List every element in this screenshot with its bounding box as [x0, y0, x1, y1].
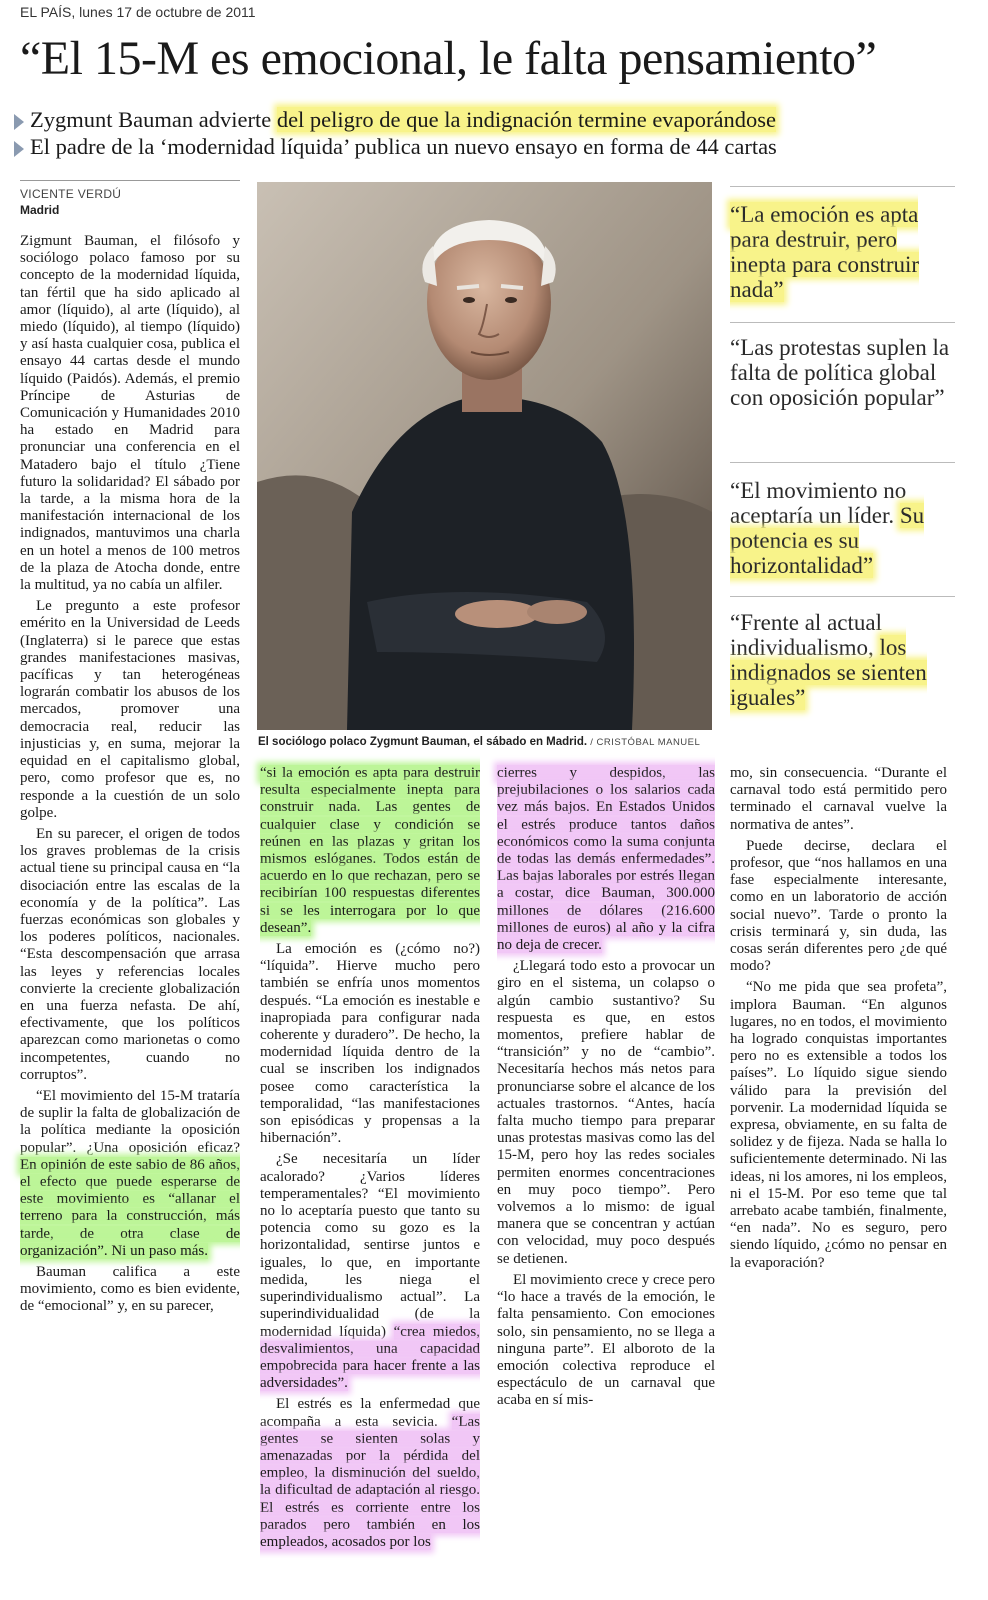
highlighted-text: cierres y despidos, las prejubilaciones o los salarios cada vez más bajos. En Estados Unidos el estrés produce tantos daños económicos como la suma conjunta de todas las demás enfermedades”. Las bajas laborales por estrés llegan a costar, dice Bauman, 300.000 millones de dólares (216.600 millones de euros) al año y la cifra no deja de crecer.: [497, 765, 715, 954]
deck-line-1-text: Zygmunt Bauman advierte: [30, 107, 277, 132]
quote-rule: [730, 462, 955, 463]
paragraph: [260, 1396, 480, 1551]
bullet-triangle-icon: [14, 114, 24, 130]
quote-rule: [730, 186, 955, 187]
paragraph: Zigmunt Bauman, el filósofo y sociólogo polaco famoso por su concepto de la modernidad líquida, tan fértil que ha sido aplicado al amor (líquido), al arte (líquido), al miedo (líquido), al tiempo (líquido) y así hasta cualquier cosa, publica el ensayo 44 cartas desde el mundo líquido (Paidós). Además, el premio Príncipe de Asturias de Comunicación y Humanidades 2010 ha estado en Madrid para pronunciar una conferencia en el Matadero bajo el título ¿Tiene futuro la solidaridad? El sábado por la tarde, a la misma hora de la manifestación internacional de los indignados, mantuvimos una charla en un hotel a menos de 100 metros de la plaza de Atocha donde, entre la multitud, ya no cabía un alfiler.: [20, 233, 240, 594]
deck-line-2-text: El padre de la ‘modernidad líquida’ publica un nuevo ensayo en forma de 44 cartas: [30, 134, 777, 159]
portrait-photo: [257, 182, 712, 730]
pull-quote: [730, 202, 955, 302]
portrait-illustration: [257, 182, 712, 730]
paragraph: [497, 765, 715, 954]
article-column-2: [260, 765, 480, 1555]
deck-line-1-highlight: del peligro de que la indignación termine evaporándose: [276, 107, 777, 132]
paragraph-text: El estrés es la enfermedad que acompaña a esta sevicia.: [260, 1396, 480, 1430]
dateline: EL PAÍS, lunes 17 de octubre de 2011: [20, 4, 256, 20]
quote-rule: [730, 322, 955, 323]
highlighted-text: En opinión de este sabio de 86 años, el efecto que puede esperarse de este movimiento es “allanar el terreno para la construcción, más tarde, de otra clase de organización”. Ni un paso más.: [20, 1156, 240, 1259]
article-column-4: [730, 765, 947, 1276]
caption-text: El sociólogo polaco Zygmunt Bauman, el sábado en Madrid.: [258, 736, 588, 748]
headline: “El 15-M es emocional, le falta pensamiento”: [20, 32, 877, 85]
article-column-3: [497, 765, 715, 1414]
paragraph: mo, sin consecuencia. “Durante el carnaval todo está permitido pero terminado el carnaval vuelve la normativa de antes”.: [730, 765, 947, 833]
paragraph-text: “El movimiento del 15-M trataría de suplir la falta de globalización de la política mediante la oposición popular”. ¿Una oposición eficaz?: [20, 1087, 240, 1156]
deck-line-2: [14, 134, 974, 160]
deck-line-1: [14, 107, 974, 133]
pull-quote: “Las protestas suplen la falta de política global con oposición popular”: [730, 335, 950, 410]
pull-quote-text: “La emoción es apta para destruir, pero inepta para construir nada”: [730, 202, 920, 302]
article-column-1: [20, 233, 240, 1320]
byline-rule: [20, 180, 240, 181]
photo-caption: [258, 736, 718, 748]
paragraph: La emoción es (¿cómo no?) “líquida”. Hierve mucho pero también se enfría unos momentos después. “La emoción es inestable e inapropiada para configurar nada coherente y duradero”. De hecho, la modernidad líquida dentro de la cual se inscriben los indignados posee como característica la temporalidad, “las manifestaciones son episódicas y propensas a la hibernación”.: [260, 941, 480, 1147]
paragraph: “No me pida que sea profeta”, implora Bauman. “En algunos lugares, no en todos, el movimiento ha logrado conquistas importantes pero no es extensible a todos los países”. Lo líquido sigue siendo válido para la previsión del porvenir. La modernidad líquida se expresa, obviamente, en su falta de solidez y de fijeza. Nada se halla lo suficientemente determinado. Ni las ideas, ni los amores, ni los empleos, ni el 15-M. Por eso teme que tal arrebato acabe también, finalmente, “en nada”. No es seguro, pero siendo líquido, ¿cómo no pensar en la evaporación?: [730, 979, 947, 1271]
paragraph-text: ¿Se necesitaría un líder acalorado? ¿Varios líderes temperamentales? “El movimiento no lo aceptaría puesto que tanto su potencia como su gozo es la horizontalidad, sentirse juntos e iguales, lo que, en importante medida, les niega el superindividualismo actual”. La superindividualidad (de la modernidad líquida): [260, 1151, 480, 1340]
pull-quote-highlight: Su potencia es su horizontalidad”: [730, 503, 925, 578]
pull-quote: [730, 610, 955, 710]
byline-place: Madrid: [20, 203, 60, 217]
paragraph: [260, 765, 480, 937]
quote-rule: [730, 596, 955, 597]
highlighted-text: “si la emoción es apta para destruir resulta especialmente inepta para construir nada. Las gentes de cualquier clase y condición se reúnen en las plazas y gritan los mismos eslóganes. Todos están de acuerdo en lo que rechazan, pero se recibirían 100 respuestas diferentes si se les interrogara por lo que desean”.: [260, 765, 480, 936]
paragraph: Le pregunto a este profesor emérito en la Universidad de Leeds (Inglaterra) si le parece que estas grandes manifestaciones masivas, pacíficas y tan heterogéneas lograrán combatir los abusos de los mercados, promover una democracia real, reducir las injusticias y, en suma, mejorar la equidad en el capitalismo global, pero, como profesor que es, no responde a la cuestión de un solo golpe.: [20, 598, 240, 821]
paragraph: ¿Llegará todo esto a provocar un giro en el sistema, un colapso o algún cambio sustantivo? Su respuesta es que, en estos momentos, prefiere hablar de “transición” y no de “cambio”. Necesitaría hechos más netos para pronunciarse sobre el alcance de los actuales trastornos. “Antes, hacía falta mucho tiempo para preparar unas protestas masivas como las del 15-M, pero hoy las redes sociales permiten enormes concentraciones en muy poco tiempo”. Pero volvemos a lo mismo: de igual manera que se concentran y actúan con velocidad, muy poco después se detienen.: [497, 958, 715, 1267]
paragraph: [260, 1151, 480, 1392]
paragraph: [20, 1088, 240, 1260]
pull-quote-highlight: los indignados se sienten iguales”: [730, 635, 927, 710]
paragraph: El movimiento crece y crece pero “lo hace a través de la emoción, le falta pensamiento. Con emociones solo, sin pensamiento, no se llega a ninguna parte”. El alboroto de la emoción colectiva reproduce el espectáculo de un carnaval que acaba en sí mis-: [497, 1271, 715, 1409]
bullet-triangle-icon: [14, 141, 24, 157]
byline-author: VICENTE VERDÚ: [20, 187, 122, 201]
paragraph: Puede decirse, declara el profesor, que “nos hallamos en una fase especialmente interesante, como en un laboratorio de acción social nuevo”. Tarde o pronto la crisis terminará y, sin duda, las cosas serán diferentes pero ¿de qué modo?: [730, 837, 947, 975]
photo-credit: / CRISTÓBAL MANUEL: [590, 737, 701, 748]
pull-quote: [730, 478, 955, 578]
paragraph: En su parecer, el origen de todos los graves problemas de la crisis actual tiene su principal causa en “la disociación entre las escalas de la economía y de la política”. Las fuerzas económicas son globales y los poderes políticos, nacionales. “Esta descompensación que arrasa las leyes y referencias locales convierte la creciente globalización en una fuerza nefasta. De ahí, efectivamente, que los políticos aparezcan como marionetas o como incompetentes, cuando no corruptos”.: [20, 825, 240, 1083]
highlighted-text: “crea miedos, desvalimientos, una capacidad empobrecida para hacer frente a las adversidades”.: [260, 1323, 480, 1392]
pull-quote-text: “El movimiento no aceptaría un líder.: [730, 478, 907, 528]
pull-quote-text: “Frente al actual individualismo,: [730, 610, 882, 660]
highlighted-text: “Las gentes se sienten solas y amenazadas por la pérdida del empleo, la disminución del sueldo, la dificultad de adaptación al riesgo. El estrés es corriente entre los parados pero también en los empleados, acosados por los: [260, 1413, 480, 1550]
paragraph: Bauman califica a este movimiento, como es bien evidente, de “emocional” y, en su parecer,: [20, 1263, 240, 1315]
